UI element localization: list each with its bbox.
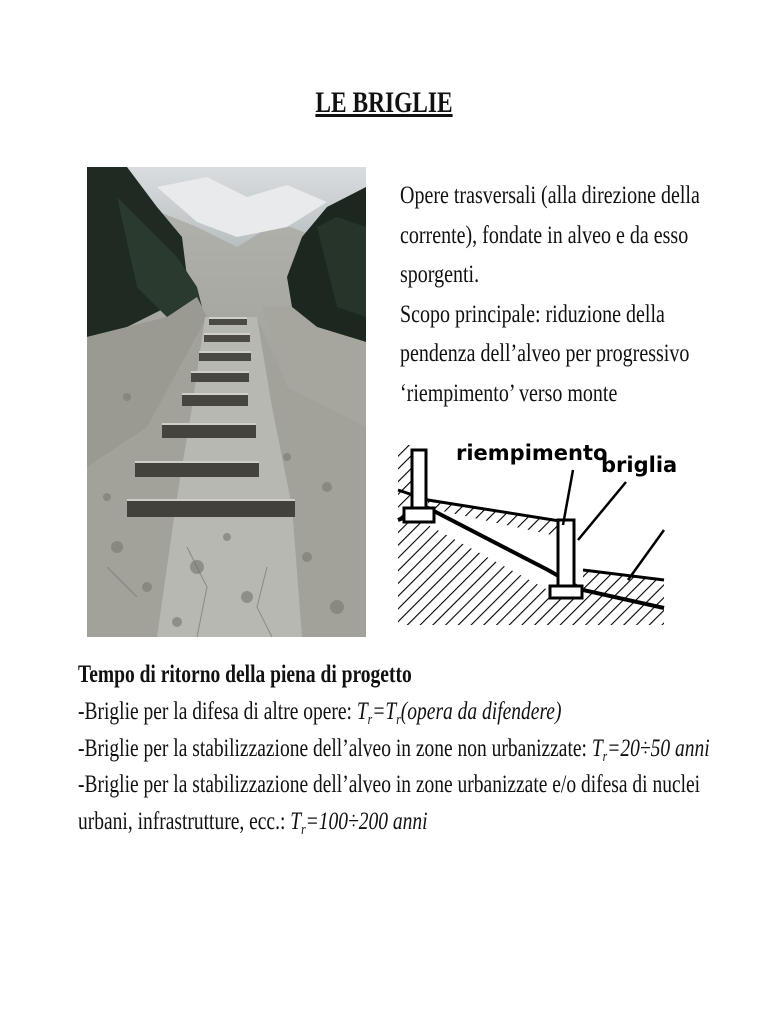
symbol-subscript: r: [396, 711, 401, 728]
return-period-section: [78, 657, 710, 841]
item-text: urbani, infrastrutture, ecc.:: [78, 808, 291, 836]
return-period-item-continued: [78, 804, 686, 841]
symbol-subscript: r: [602, 748, 608, 765]
item-equation: =T: [372, 697, 397, 725]
diagram-label-fill: riempimento: [456, 441, 608, 465]
symbol-subscript: r: [367, 711, 373, 728]
item-value: (opera da difendere): [400, 697, 562, 725]
description-line: ‘riempimento’ verso monte: [400, 379, 618, 407]
description-line: sporgenti.: [400, 261, 480, 288]
item-text: -Briglie per la difesa di altre opere:: [78, 697, 357, 725]
return-period-item: -Briglie per la stabilizzazione dell’alveo in zone urbanizzate e/o difesa di nuclei: [78, 771, 701, 799]
symbol-tr: T: [591, 734, 603, 762]
diagram-label-check-dam: briglia: [601, 453, 678, 477]
symbol-subscript: r: [301, 822, 306, 839]
description: [400, 176, 704, 413]
page-title: LE BRIGLIE: [315, 86, 453, 119]
description-line: pendenza dell’alveo per progressivo: [400, 340, 690, 367]
return-period-item: [78, 694, 686, 731]
description-line: Opere trasversali (alla direzione della: [400, 182, 700, 209]
item-value: =20÷50 anni: [607, 734, 710, 762]
return-period-item: [78, 731, 710, 768]
check-dam-diagram: [398, 430, 678, 625]
section-heading: Tempo di ritorno della piena di progetto: [78, 661, 412, 688]
description-line: Scopo principale: riduzione della: [400, 300, 665, 328]
item-text: -Briglie per la stabilizzazione dell’alveo in zone non urbanizzate:: [78, 734, 592, 762]
item-value: =100÷200 anni: [305, 808, 428, 836]
symbol-tr: T: [290, 808, 302, 836]
description-line: corrente), fondate in alveo e da esso: [400, 221, 689, 249]
check-dams-photo: [87, 167, 366, 637]
symbol-tr: T: [356, 697, 368, 725]
